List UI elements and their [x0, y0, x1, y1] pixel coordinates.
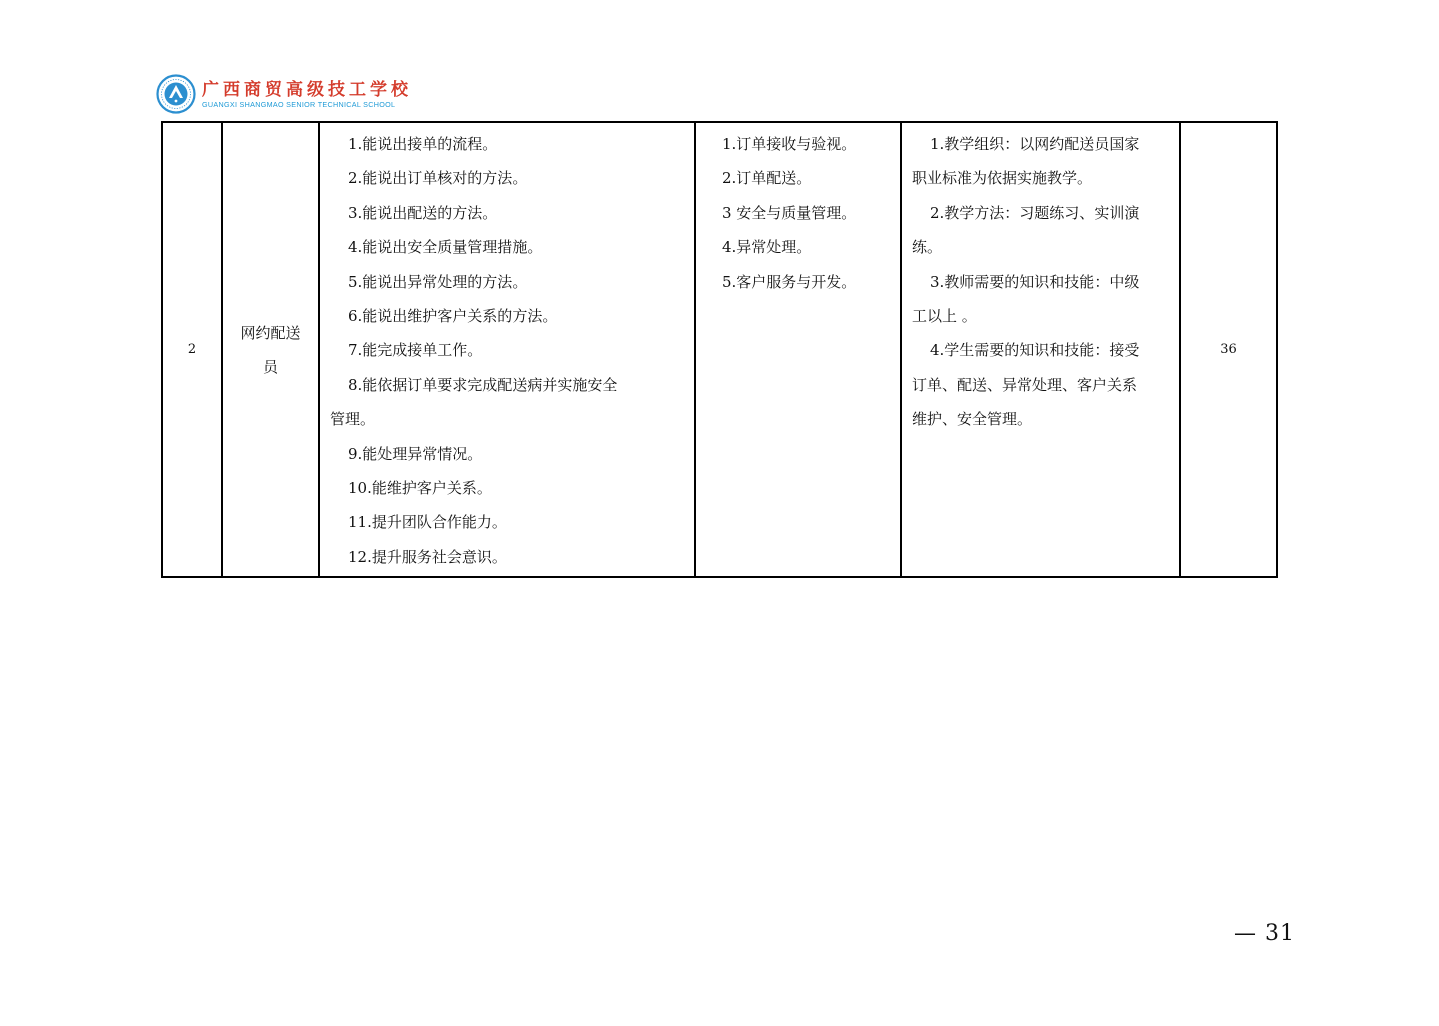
goal-line: 11.提升团队合作能力。 — [348, 513, 507, 532]
goal-line: 1.能说出接单的流程。 — [348, 135, 498, 153]
teaching-method-cell — [901, 122, 1180, 577]
curriculum-table — [161, 121, 1278, 578]
course-name-line: 员 — [262, 357, 278, 376]
class-hours: 36 — [1220, 342, 1237, 358]
school-name-cn: 广西商贸高级技工学校 — [202, 79, 412, 100]
row-number: 2 — [187, 342, 197, 358]
goal-line: 10.能维护客户关系。 — [348, 479, 492, 498]
row-number-cell — [162, 122, 222, 577]
table-row — [162, 122, 1277, 577]
school-seal-icon — [156, 74, 196, 114]
method-line: 工以上 。 — [912, 307, 977, 326]
goal-line: 9.能处理异常情况。 — [348, 444, 483, 463]
course-name-cell — [222, 122, 319, 577]
method-line: 练。 — [912, 238, 943, 257]
course-name-line: 网约配送 — [240, 323, 301, 342]
method-line: 订单、配送、异常处理、客户关系 — [912, 375, 1138, 394]
page-number: — 31 — [1234, 921, 1295, 946]
method-line: 维护、安全管理。 — [912, 410, 1033, 429]
goal-line: 管理。 — [330, 410, 376, 429]
goal-line: 7.能完成接单工作。 — [348, 341, 483, 360]
goal-line: 4.能说出安全质量管理措施。 — [348, 238, 543, 257]
method-line: 2.教学方法：习题练习、实训演 — [930, 203, 1140, 222]
goal-line: 3.能说出配送的方法。 — [348, 203, 498, 222]
method-line: 职业标准为依据实施教学。 — [912, 169, 1093, 188]
content-line: 1.订单接收与验视。 — [722, 135, 857, 153]
goal-line: 12.提升服务社会意识。 — [348, 547, 507, 566]
goal-line: 8.能依据订单要求完成配送病并实施安全 — [348, 375, 618, 394]
school-name-en: GUANGXI SHANGMAO SENIOR TECHNICAL SCHOOL — [202, 99, 396, 109]
school-logo-header — [156, 72, 412, 116]
content-line: 4.异常处理。 — [722, 238, 812, 257]
goal-line: 6.能说出维护客户关系的方法。 — [348, 307, 558, 326]
class-hours-cell — [1180, 122, 1277, 577]
method-line: 4.学生需要的知识和技能：接受 — [930, 341, 1140, 360]
content-line: 5.客户服务与开发。 — [722, 272, 857, 291]
course-content-cell — [695, 122, 901, 577]
school-name — [202, 80, 412, 109]
content-line: 2.订单配送。 — [722, 169, 812, 188]
method-line: 3.教师需要的知识和技能：中级 — [930, 272, 1140, 291]
learning-goals-cell — [319, 122, 695, 577]
goal-line: 5.能说出异常处理的方法。 — [348, 272, 528, 291]
content-line: 3 安全与质量管理。 — [722, 203, 857, 222]
method-line: 1.教学组织：以网约配送员国家 — [930, 135, 1140, 153]
goal-line: 2.能说出订单核对的方法。 — [348, 169, 528, 188]
